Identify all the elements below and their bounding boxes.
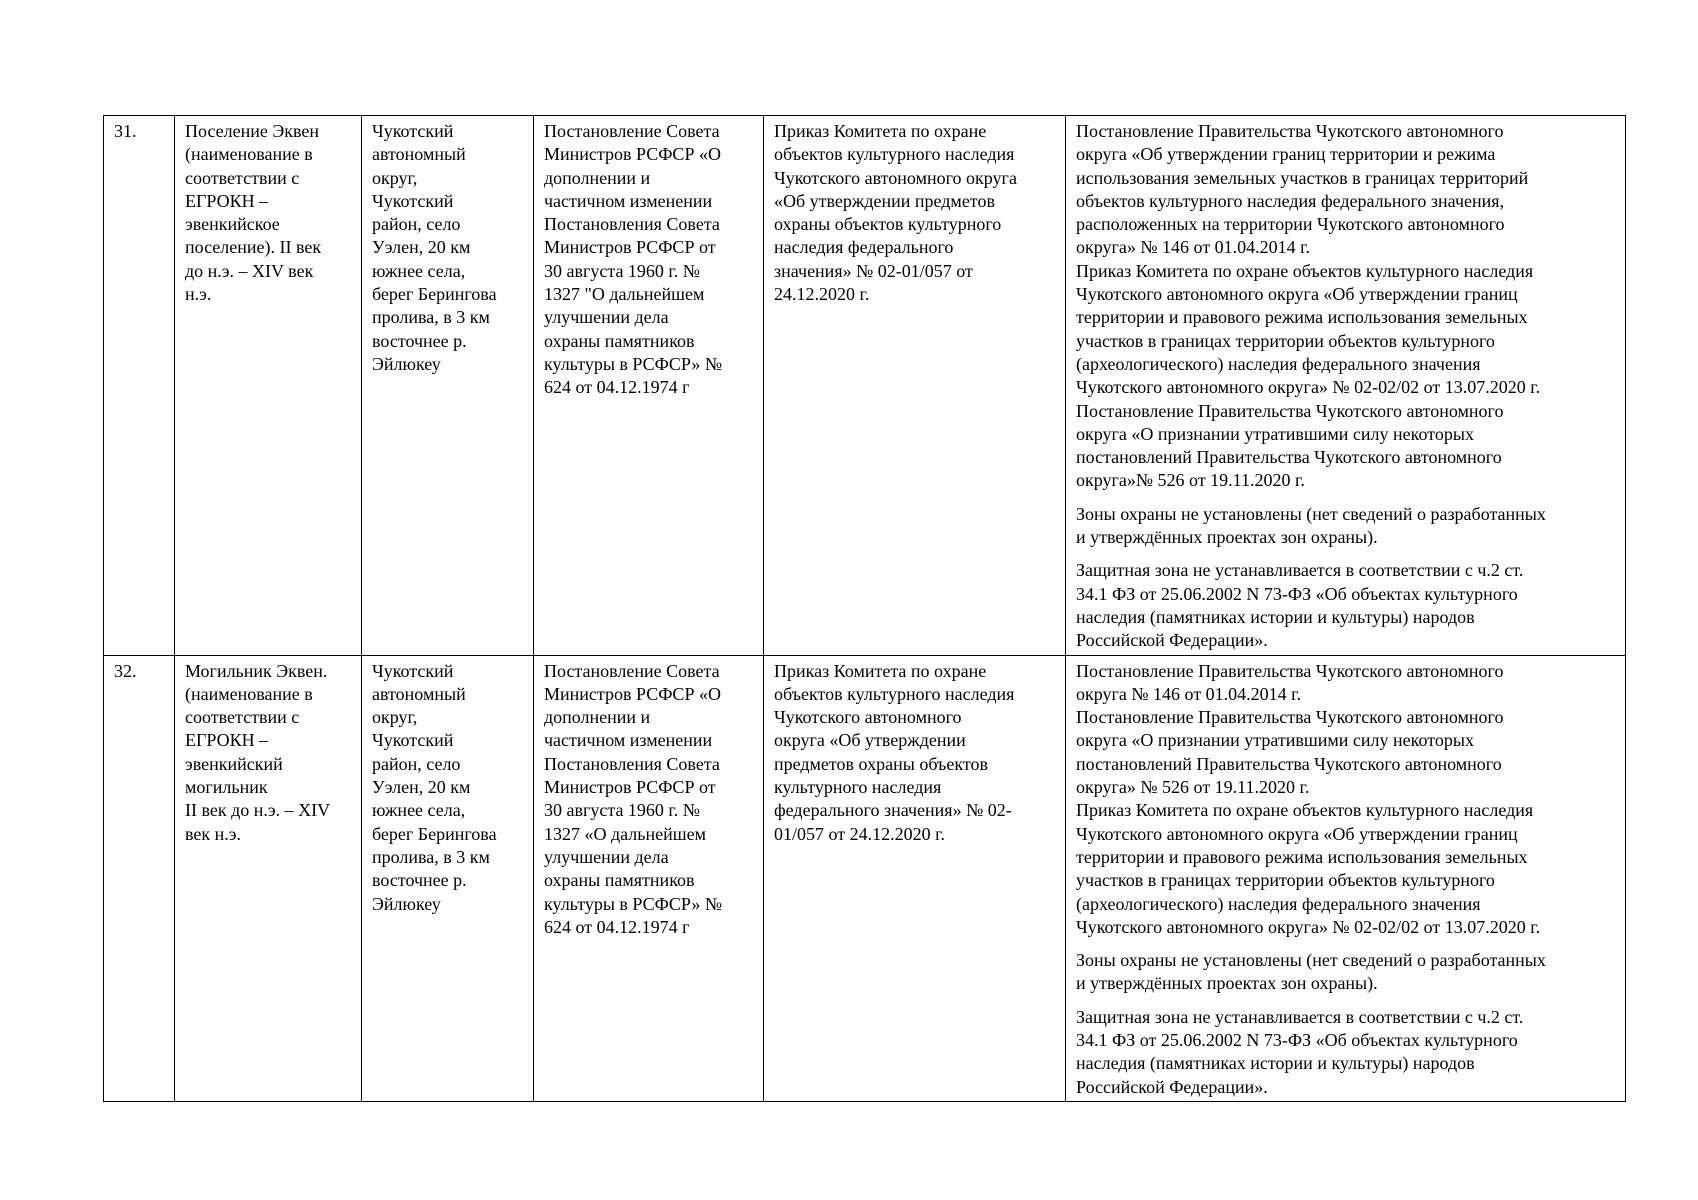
boundary-documents-paragraph <box>1076 559 1615 652</box>
boundary-documents-line: Чукотского автономного округа «Об утверждении границ <box>1076 823 1518 844</box>
boundary-documents-line: округа» № 526 от 19.11.2020 г. <box>1076 777 1310 798</box>
object-name-cell <box>175 116 362 656</box>
boundary-documents-line: Постановление Правительства Чукотского автономного <box>1076 400 1504 421</box>
boundary-documents-paragraph <box>1076 1006 1615 1099</box>
boundary-documents-line: Чукотского автономного округа» № 02-02/02 от 13.07.2020 г. <box>1076 377 1541 398</box>
boundary-documents-line: Чукотского автономного округа» № 02-02/02 от 13.07.2020 г. <box>1076 916 1541 937</box>
heritage-objects-table <box>103 115 1626 1102</box>
protection-subject-order-line: округа «Об утверждении <box>774 730 966 751</box>
location-line: восточнее р. <box>372 870 467 891</box>
location-line: округ, <box>372 167 418 188</box>
boundary-documents-line: 34.1 ФЗ от 25.06.2002 N 73-ФЗ «Об объектах культурного <box>1076 583 1518 604</box>
boundary-documents-line: Защитная зона не устанавливается в соответствии с ч.2 ст. <box>1076 1006 1524 1027</box>
object-name-line: эвенкийский <box>185 753 283 774</box>
location-line: восточнее р. <box>372 330 467 351</box>
row-number: 31. <box>114 121 137 141</box>
protection-subject-order-line: Приказ Комитета по охране <box>774 660 987 681</box>
location-line: Уэлен, 20 км <box>372 237 471 258</box>
boundary-documents-line: постановлений Правительства Чукотского автономного <box>1076 447 1502 468</box>
boundary-documents-line: округа «Об утверждении границ территории и режима <box>1076 144 1496 165</box>
boundary-documents-line: Приказ Комитета по охране объектов культурного наследия <box>1076 260 1534 281</box>
boundary-documents-line: использования земельных участков в границах территорий <box>1076 167 1529 188</box>
location-line: автономный <box>372 144 466 165</box>
protection-resolution-line: 624 от 04.12.1974 г <box>544 916 690 937</box>
protection-resolution-line: охраны памятников <box>544 870 695 891</box>
boundary-documents-line: округа № 146 от 01.04.2014 г. <box>1076 683 1302 704</box>
object-name-line: н.э. <box>185 284 212 305</box>
boundary-documents-paragraph <box>1076 949 1615 996</box>
location-line: южнее села, <box>372 800 466 821</box>
table-body <box>104 116 1626 1102</box>
boundary-documents-line: Защитная зона не устанавливается в соответствии с ч.2 ст. <box>1076 560 1524 581</box>
boundary-documents-line: наследия (памятниках истории и культуры) народов <box>1076 606 1475 627</box>
protection-resolution-line: Министров РСФСР от <box>544 237 716 258</box>
boundary-documents-line: территории и правового режима использования земельных <box>1076 846 1528 867</box>
protection-resolution-line: Постановление Совета <box>544 660 720 681</box>
object-name-line: могильник <box>185 777 268 798</box>
boundary-documents-line: Российской Федерации». <box>1076 630 1268 651</box>
boundary-documents-line: объектов культурного наследия федерального значения, <box>1076 190 1505 211</box>
boundary-documents-cell <box>1066 116 1626 656</box>
boundary-documents-line: и утверждённых проектах зон охраны). <box>1076 973 1378 994</box>
boundary-documents-line: (археологического) наследия федерального значения <box>1076 893 1481 914</box>
protection-resolution-line: частичном изменении <box>544 730 713 751</box>
protection-resolution-line: дополнении и <box>544 707 651 728</box>
boundary-documents-cell <box>1066 655 1626 1101</box>
location-line: Чукотский <box>372 121 454 141</box>
location-cell <box>362 116 534 656</box>
object-name-line: ЕГРОКН – <box>185 730 269 751</box>
protection-resolution-line: улучшении дела <box>544 307 669 328</box>
location-line: пролива, в 3 км <box>372 846 490 867</box>
boundary-documents-line: (археологического) наследия федерального значения <box>1076 353 1481 374</box>
location-line: автономный <box>372 683 466 704</box>
boundary-documents-line: округа «О признании утратившими силу некоторых <box>1076 730 1474 751</box>
protection-resolution-line: охраны памятников <box>544 330 695 351</box>
boundary-documents-line: участков в границах территории объектов культурного <box>1076 870 1495 891</box>
location-line: берег Берингова <box>372 823 497 844</box>
object-name-line: II век до н.э. – XIV <box>185 800 331 821</box>
boundary-documents-line: Приказ Комитета по охране объектов культурного наследия <box>1076 800 1534 821</box>
location-line: берег Берингова <box>372 284 497 305</box>
protection-subject-order-line: 24.12.2020 г. <box>774 284 870 305</box>
protection-resolution-line: 30 августа 1960 г. № <box>544 800 700 821</box>
protection-resolution-cell <box>534 655 764 1101</box>
boundary-documents-line: округа»№ 526 от 19.11.2020 г. <box>1076 470 1305 491</box>
row-number-cell <box>104 116 175 656</box>
boundary-documents-paragraph <box>1076 660 1615 940</box>
protection-resolution-line: 624 от 04.12.1974 г <box>544 377 690 398</box>
location-line: южнее села, <box>372 260 466 281</box>
object-name-line: эвенкийское <box>185 214 280 235</box>
boundary-documents-line: Чукотского автономного округа «Об утверждении границ <box>1076 284 1518 305</box>
boundary-documents-line: Российской Федерации». <box>1076 1076 1268 1097</box>
boundary-documents-paragraph <box>1076 503 1615 550</box>
location-line: район, село <box>372 753 461 774</box>
object-name-line: соответствии с <box>185 707 300 728</box>
boundary-documents-line: территории и правового режима использования земельных <box>1076 307 1528 328</box>
protection-subject-order-line: охраны объектов культурного <box>774 214 1002 235</box>
protection-subject-order-line: наследия федерального <box>774 237 954 258</box>
object-name-line: (наименование в <box>185 683 313 704</box>
protection-subject-order-line: федерального значения» № 02- <box>774 800 1012 821</box>
object-name-line: Поселение Эквен <box>185 121 320 141</box>
object-name-line: до н.э. – XIV век <box>185 260 314 281</box>
boundary-documents-line: Постановление Правительства Чукотского автономного <box>1076 707 1504 728</box>
location-line: округ, <box>372 707 418 728</box>
table-row <box>104 655 1626 1101</box>
protection-resolution-line: Министров РСФСР «О <box>544 144 721 165</box>
location-cell <box>362 655 534 1101</box>
protection-resolution-cell <box>534 116 764 656</box>
location-line: Эйлюкеу <box>372 353 441 374</box>
protection-resolution-line: 30 августа 1960 г. № <box>544 260 700 281</box>
protection-resolution-line: культуры в РСФСР» № <box>544 893 723 914</box>
object-name-line: соответствии с <box>185 167 300 188</box>
boundary-documents-line: округа «О признании утратившими силу некоторых <box>1076 423 1474 444</box>
protection-subject-order-line: культурного наследия <box>774 777 942 798</box>
boundary-documents-line: расположенных на территории Чукотского автономного <box>1076 214 1505 235</box>
protection-subject-order-line: значения» № 02-01/057 от <box>774 260 973 281</box>
protection-resolution-line: улучшении дела <box>544 846 669 867</box>
boundary-documents-line: постановлений Правительства Чукотского автономного <box>1076 753 1502 774</box>
location-line: Чукотский <box>372 660 454 681</box>
location-line: район, село <box>372 214 461 235</box>
boundary-documents-line: 34.1 ФЗ от 25.06.2002 N 73-ФЗ «Об объектах культурного <box>1076 1029 1518 1050</box>
protection-subject-order-cell <box>764 116 1066 656</box>
object-name-line: (наименование в <box>185 144 313 165</box>
protection-resolution-line: Постановления Совета <box>544 753 720 774</box>
protection-subject-order-line: 01/057 от 24.12.2020 г. <box>774 823 945 844</box>
table-row <box>104 116 1626 656</box>
protection-subject-order-line: Чукотского автономного округа <box>774 167 1017 188</box>
boundary-documents-line: и утверждённых проектах зон охраны). <box>1076 527 1378 548</box>
boundary-documents-line: округа» № 146 от 01.04.2014 г. <box>1076 237 1311 258</box>
protection-subject-order-line: Приказ Комитета по охране <box>774 121 987 141</box>
protection-resolution-line: 1327 «О дальнейшем <box>544 823 706 844</box>
row-number-cell <box>104 655 175 1101</box>
object-name-line: поселение). II век <box>185 237 322 258</box>
row-number: 32. <box>114 660 137 681</box>
boundary-documents-paragraph <box>1076 120 1615 493</box>
boundary-documents-line: участков в границах территории объектов культурного <box>1076 330 1495 351</box>
protection-resolution-line: Постановления Совета <box>544 214 720 235</box>
boundary-documents-line: наследия (памятниках истории и культуры) народов <box>1076 1053 1475 1074</box>
protection-resolution-line: частичном изменении <box>544 190 713 211</box>
protection-resolution-line: дополнении и <box>544 167 651 188</box>
boundary-documents-line: Постановление Правительства Чукотского автономного <box>1076 660 1504 681</box>
protection-resolution-line: Министров РСФСР «О <box>544 683 721 704</box>
location-line: Уэлен, 20 км <box>372 777 471 798</box>
object-name-cell <box>175 655 362 1101</box>
boundary-documents-line: Зоны охраны не установлены (нет сведений о разработанных <box>1076 503 1546 524</box>
object-name-line: Могильник Эквен. <box>185 660 328 681</box>
protection-resolution-line: 1327 "О дальнейшем <box>544 284 705 305</box>
protection-subject-order-line: предметов охраны объектов <box>774 753 988 774</box>
protection-resolution-line: культуры в РСФСР» № <box>544 353 723 374</box>
boundary-documents-line: Зоны охраны не установлены (нет сведений о разработанных <box>1076 950 1546 971</box>
location-line: пролива, в 3 км <box>372 307 490 328</box>
protection-subject-order-line: Чукотского автономного <box>774 707 962 728</box>
protection-resolution-line: Постановление Совета <box>544 121 720 141</box>
location-line: Чукотский <box>372 730 454 751</box>
protection-subject-order-cell <box>764 655 1066 1101</box>
location-line: Эйлюкеу <box>372 893 441 914</box>
protection-subject-order-line: объектов культурного наследия <box>774 144 1015 165</box>
location-line: Чукотский <box>372 190 454 211</box>
object-name-line: ЕГРОКН – <box>185 190 269 211</box>
protection-subject-order-line: «Об утверждении предметов <box>774 190 995 211</box>
protection-resolution-line: Министров РСФСР от <box>544 777 716 798</box>
object-name-line: век н.э. <box>185 823 241 844</box>
protection-subject-order-line: объектов культурного наследия <box>774 683 1015 704</box>
boundary-documents-line: Постановление Правительства Чукотского автономного <box>1076 121 1504 141</box>
